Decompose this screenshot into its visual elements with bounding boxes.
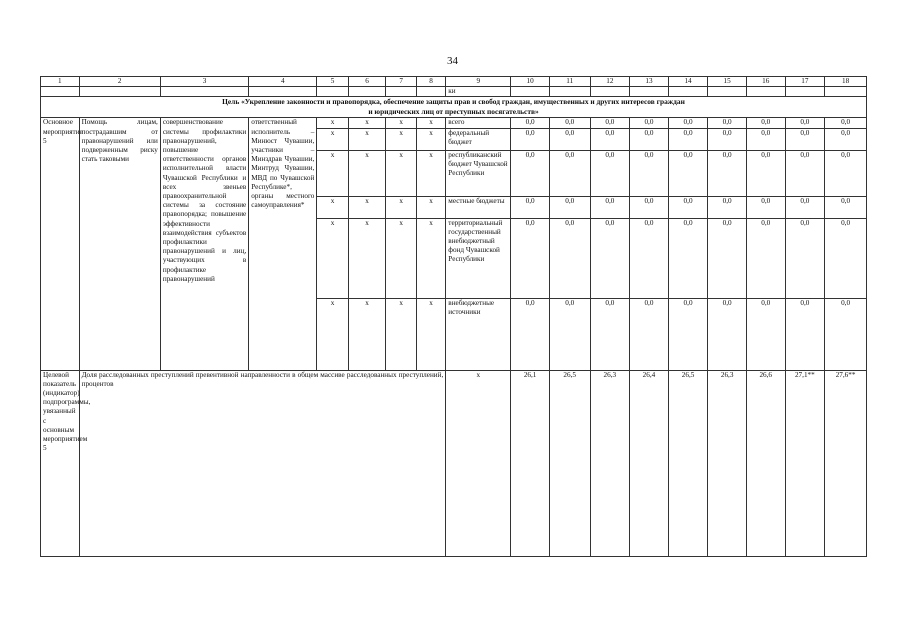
funding-source: местные бюджеты bbox=[446, 196, 511, 218]
value-cell: 0,0 bbox=[785, 196, 825, 218]
indicator-value: 27,1** bbox=[785, 370, 825, 556]
value-cell: 0,0 bbox=[668, 118, 708, 128]
x-cell: x bbox=[348, 150, 386, 196]
x-cell: x bbox=[386, 128, 416, 150]
column-header: 2 bbox=[79, 77, 160, 87]
value-cell: 0,0 bbox=[590, 118, 630, 128]
x-cell: x bbox=[386, 196, 416, 218]
indicator-value: 27,6** bbox=[825, 370, 867, 556]
value-cell: 0,0 bbox=[590, 128, 630, 150]
value-cell: 0,0 bbox=[708, 196, 747, 218]
value-cell: 0,0 bbox=[549, 196, 590, 218]
value-cell: 0,0 bbox=[590, 150, 630, 196]
value-cell: 0,0 bbox=[708, 298, 747, 370]
indicator-value: 26,1 bbox=[511, 370, 550, 556]
value-cell: 0,0 bbox=[825, 118, 867, 128]
event-row bbox=[41, 118, 867, 128]
x-cell: x bbox=[348, 128, 386, 150]
x-cell: x bbox=[317, 298, 348, 370]
value-cell: 0,0 bbox=[825, 128, 867, 150]
x-cell: x bbox=[317, 118, 348, 128]
column-header: 8 bbox=[416, 77, 445, 87]
value-cell: 0,0 bbox=[668, 196, 708, 218]
column-header: 18 bbox=[825, 77, 867, 87]
value-cell: 0,0 bbox=[708, 150, 747, 196]
event-executors: ответственный исполнитель – Минюст Чувашии, участники – Минздрав Чувашии, Минтруд Чувашии, МВД по Чувашской Республике*, органы местного самоуправления* bbox=[249, 118, 317, 370]
x-cell: x bbox=[317, 150, 348, 196]
value-cell: 0,0 bbox=[511, 150, 550, 196]
goal-row bbox=[41, 97, 867, 118]
x-cell: x bbox=[446, 370, 511, 556]
column-header: 12 bbox=[590, 77, 630, 87]
indicator-row bbox=[41, 370, 867, 556]
column-header: 7 bbox=[386, 77, 416, 87]
value-cell: 0,0 bbox=[746, 218, 785, 298]
value-cell: 0,0 bbox=[630, 150, 669, 196]
column-header: 16 bbox=[746, 77, 785, 87]
page-number: 34 bbox=[447, 55, 458, 67]
x-cell: x bbox=[348, 118, 386, 128]
value-cell: 0,0 bbox=[511, 118, 550, 128]
x-cell: x bbox=[416, 150, 445, 196]
column-number-row bbox=[41, 77, 867, 87]
value-cell: 0,0 bbox=[630, 196, 669, 218]
value-cell: 0,0 bbox=[511, 196, 550, 218]
value-cell: 0,0 bbox=[668, 128, 708, 150]
event-description: совершенствование системы профилактики правонарушений, повышение ответственности органов исполнительной власти Чувашской Республики и всех звеньев правоохранительной системы за состояние правопорядка; повышение эффективности взаимодействия субъектов профилактики правонарушений и лиц, участвующих в профилактике правонарушений bbox=[160, 118, 248, 370]
value-cell: 0,0 bbox=[549, 298, 590, 370]
x-cell: x bbox=[386, 218, 416, 298]
value-cell: 0,0 bbox=[630, 218, 669, 298]
program-table bbox=[40, 76, 867, 557]
column-header: 11 bbox=[549, 77, 590, 87]
value-cell: 0,0 bbox=[746, 150, 785, 196]
x-cell: x bbox=[416, 298, 445, 370]
continuation-text: ки bbox=[446, 87, 511, 97]
value-cell: 0,0 bbox=[708, 118, 747, 128]
value-cell: 0,0 bbox=[785, 218, 825, 298]
indicator-value: 26,5 bbox=[668, 370, 708, 556]
event-title: Помощь лицам, пострадавшим от правонарушений или подверженным риску стать таковыми bbox=[79, 118, 160, 370]
x-cell: x bbox=[416, 218, 445, 298]
value-cell: 0,0 bbox=[630, 118, 669, 128]
value-cell: 0,0 bbox=[549, 118, 590, 128]
column-header: 9 bbox=[446, 77, 511, 87]
value-cell: 0,0 bbox=[511, 218, 550, 298]
value-cell: 0,0 bbox=[511, 128, 550, 150]
value-cell: 0,0 bbox=[590, 298, 630, 370]
funding-source: республиканский бюджет Чувашской Республики bbox=[446, 150, 511, 196]
value-cell: 0,0 bbox=[549, 218, 590, 298]
x-cell: x bbox=[317, 128, 348, 150]
value-cell: 0,0 bbox=[708, 218, 747, 298]
value-cell: 0,0 bbox=[785, 118, 825, 128]
funding-source: внебюджетные источники bbox=[446, 298, 511, 370]
x-cell: x bbox=[386, 118, 416, 128]
value-cell: 0,0 bbox=[825, 196, 867, 218]
x-cell: x bbox=[348, 298, 386, 370]
value-cell: 0,0 bbox=[746, 128, 785, 150]
indicator-value: 26,3 bbox=[590, 370, 630, 556]
value-cell: 0,0 bbox=[746, 196, 785, 218]
value-cell: 0,0 bbox=[668, 150, 708, 196]
event-name: Основное мероприятие 5 bbox=[41, 118, 80, 370]
x-cell: x bbox=[348, 218, 386, 298]
value-cell: 0,0 bbox=[825, 150, 867, 196]
value-cell: 0,0 bbox=[746, 118, 785, 128]
indicator-text: Доля расследованных преступлений превентивной направленности в общем массиве расследованных преступлений, процентов bbox=[79, 370, 446, 556]
indicator-value: 26,6 bbox=[746, 370, 785, 556]
x-cell: x bbox=[317, 196, 348, 218]
x-cell: x bbox=[348, 196, 386, 218]
value-cell: 0,0 bbox=[549, 150, 590, 196]
column-header: 15 bbox=[708, 77, 747, 87]
continuation-row bbox=[41, 87, 867, 97]
value-cell: 0,0 bbox=[708, 128, 747, 150]
value-cell: 0,0 bbox=[825, 298, 867, 370]
value-cell: 0,0 bbox=[785, 298, 825, 370]
goal-title-line1: Цель «Укрепление законности и правопорядка, обеспечение защиты прав и свобод граждан, имущественных и других интересов граждан bbox=[222, 97, 685, 107]
column-header: 10 bbox=[511, 77, 550, 87]
funding-source: всего bbox=[446, 118, 511, 128]
value-cell: 0,0 bbox=[511, 298, 550, 370]
column-header: 5 bbox=[317, 77, 348, 87]
x-cell: x bbox=[317, 218, 348, 298]
value-cell: 0,0 bbox=[630, 298, 669, 370]
indicator-value: 26,5 bbox=[549, 370, 590, 556]
column-header: 6 bbox=[348, 77, 386, 87]
value-cell: 0,0 bbox=[668, 298, 708, 370]
indicator-value: 26,3 bbox=[708, 370, 747, 556]
value-cell: 0,0 bbox=[785, 150, 825, 196]
indicator-label: Целевой показатель (индикатор) подпрограммы, увязанный с основным мероприятием 5 bbox=[41, 370, 80, 556]
x-cell: x bbox=[416, 128, 445, 150]
value-cell: 0,0 bbox=[549, 128, 590, 150]
value-cell: 0,0 bbox=[668, 218, 708, 298]
value-cell: 0,0 bbox=[590, 196, 630, 218]
x-cell: x bbox=[416, 118, 445, 128]
column-header: 4 bbox=[249, 77, 317, 87]
goal-title-line2: и юридических лиц от преступных посягательств» bbox=[368, 107, 539, 117]
column-header: 13 bbox=[630, 77, 669, 87]
value-cell: 0,0 bbox=[630, 128, 669, 150]
x-cell: x bbox=[386, 298, 416, 370]
column-header: 1 bbox=[41, 77, 80, 87]
column-header: 3 bbox=[160, 77, 248, 87]
value-cell: 0,0 bbox=[590, 218, 630, 298]
x-cell: x bbox=[416, 196, 445, 218]
column-header: 14 bbox=[668, 77, 708, 87]
column-header: 17 bbox=[785, 77, 825, 87]
value-cell: 0,0 bbox=[746, 298, 785, 370]
funding-source: федеральный бюджет bbox=[446, 128, 511, 150]
value-cell: 0,0 bbox=[825, 218, 867, 298]
indicator-value: 26,4 bbox=[630, 370, 669, 556]
value-cell: 0,0 bbox=[785, 128, 825, 150]
funding-source: территориальный государственный внебюджетный фонд Чувашской Республики bbox=[446, 218, 511, 298]
x-cell: x bbox=[386, 150, 416, 196]
